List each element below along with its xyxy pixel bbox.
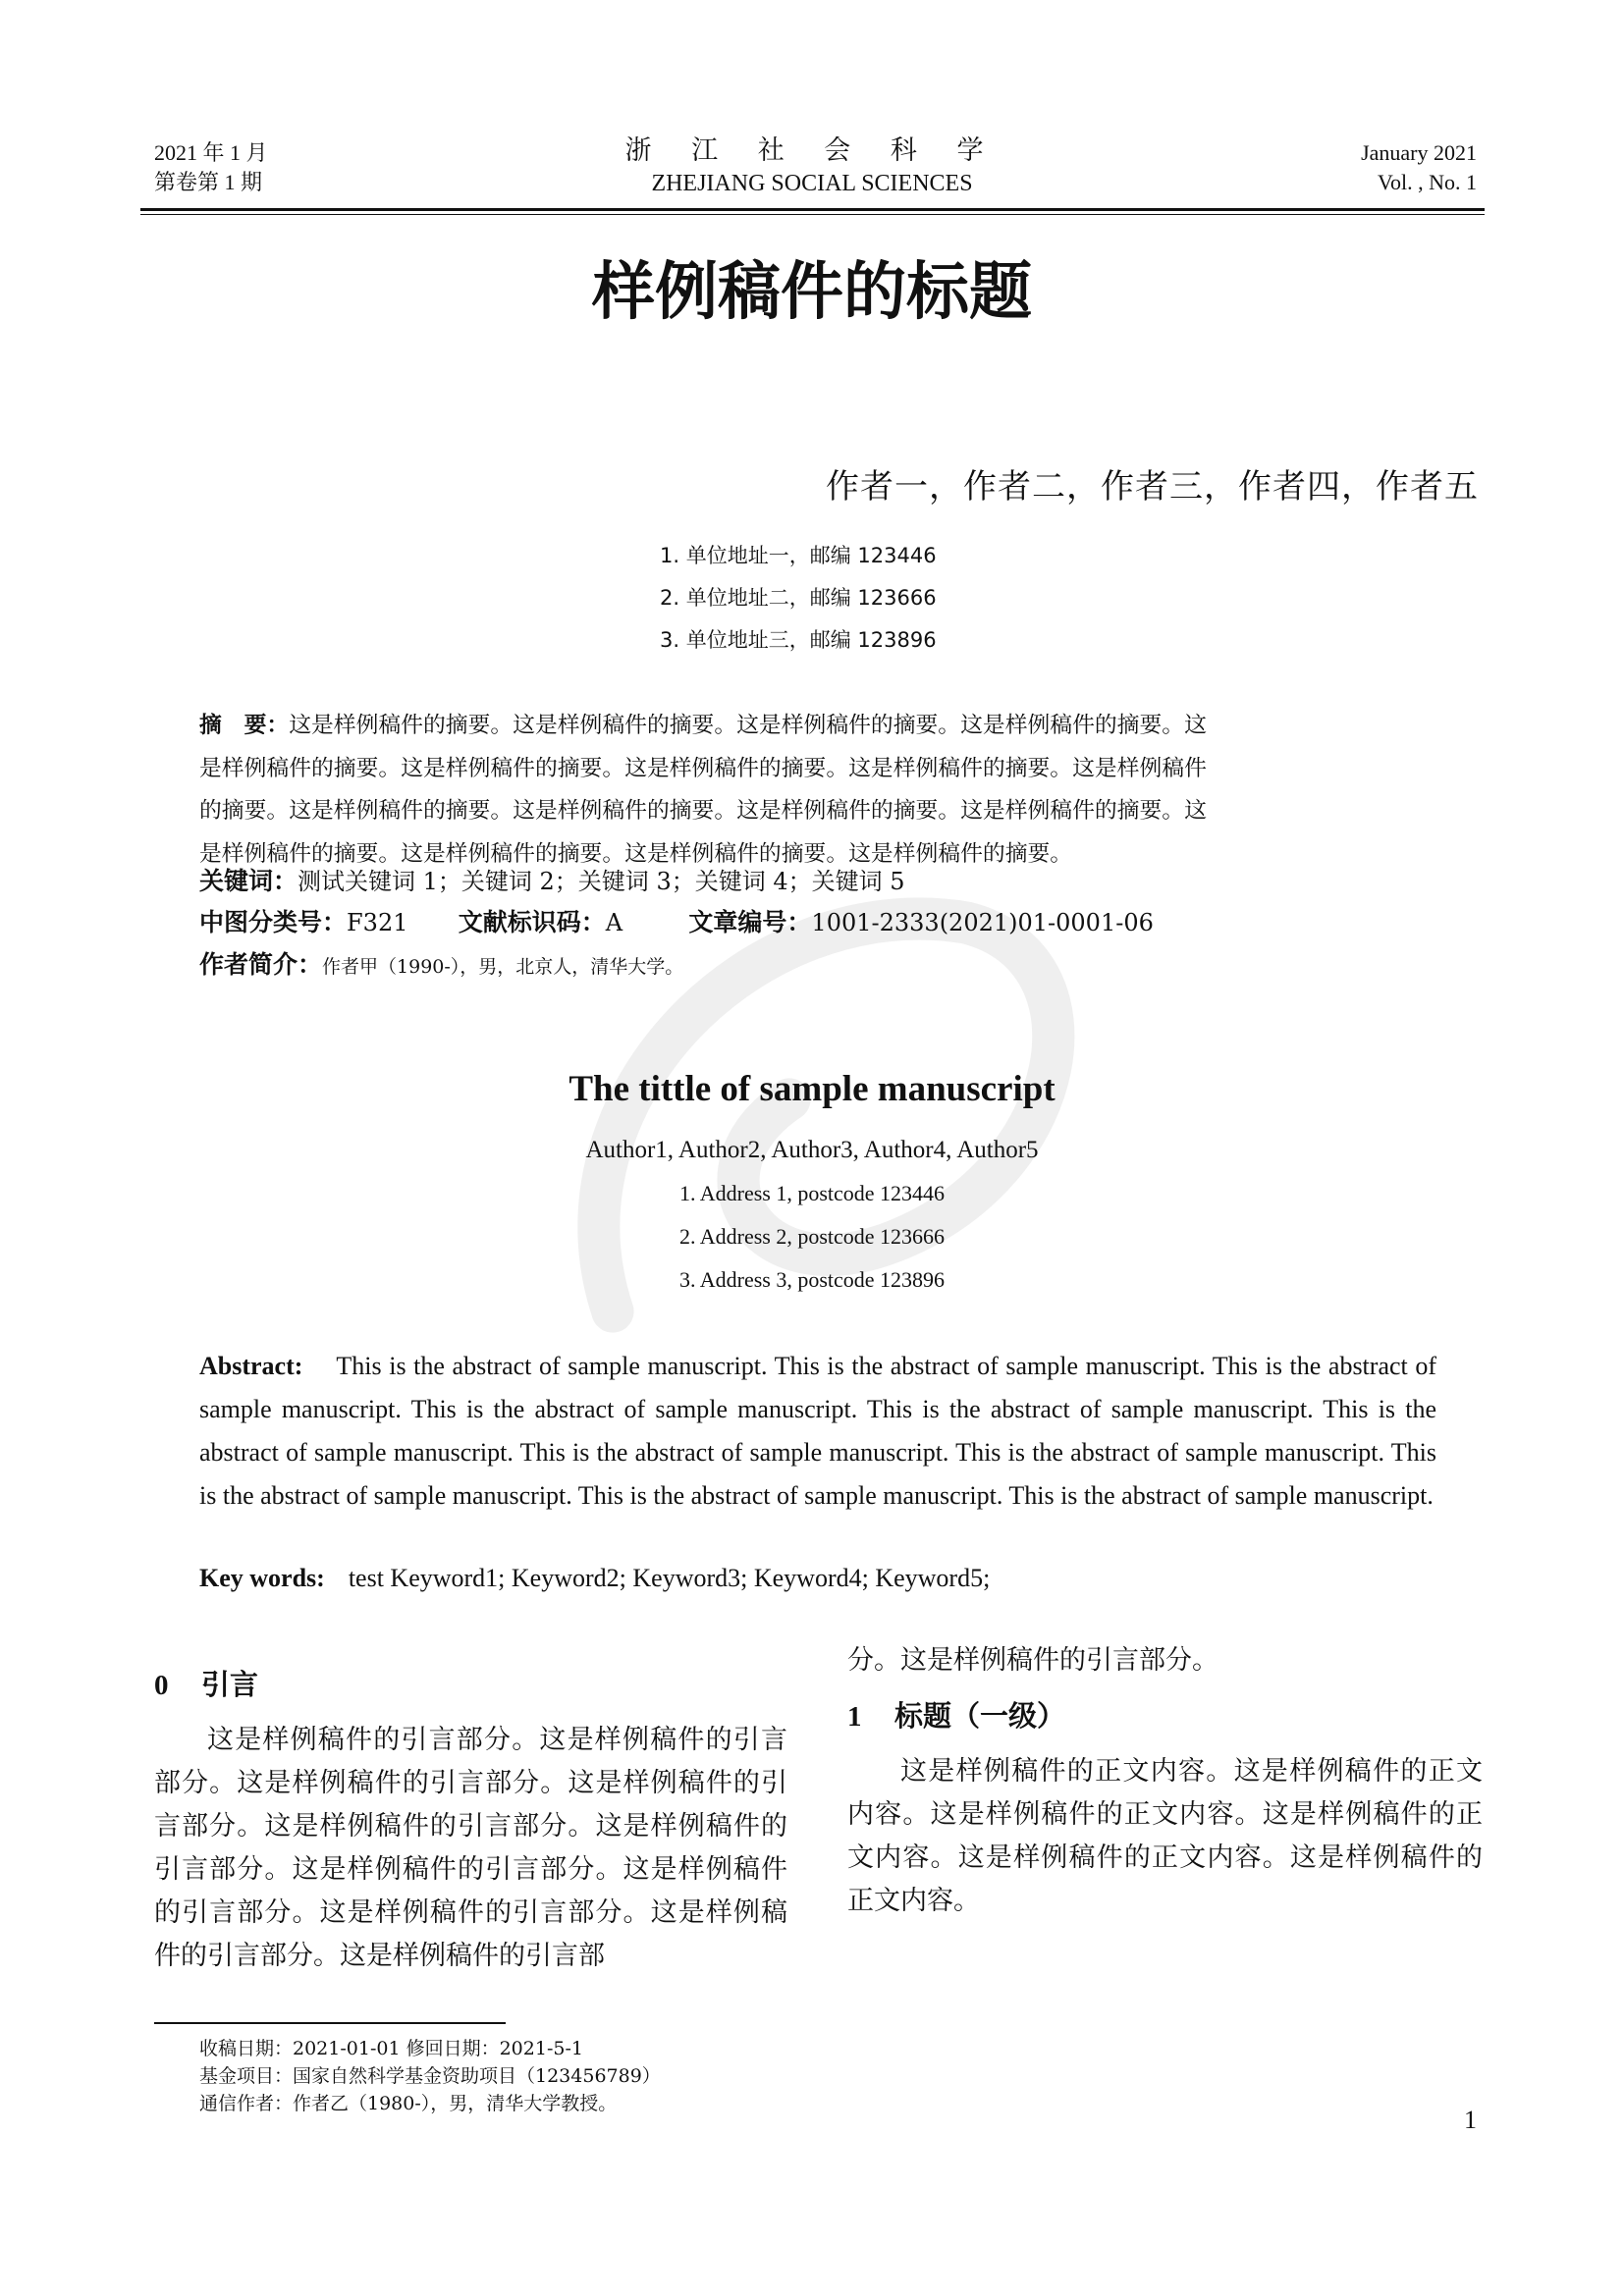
keywords-en <box>199 1561 990 1596</box>
section-1-heading <box>847 1696 1483 1736</box>
address-cn-3: 3. 单位地址三，邮编 123896 <box>660 628 937 652</box>
abstract-cn-label: 摘 要： <box>199 713 290 738</box>
doc-code-value: A <box>605 909 623 936</box>
address-cn-1: 1. 单位地址一，邮编 123446 <box>660 544 937 567</box>
article-number-label: 文章编号： <box>688 908 812 936</box>
section-0 <box>154 1665 787 1978</box>
paper-title-cn: 样例稿件的标题 <box>592 256 1032 329</box>
footnote-received: 收稿日期：2021-01-01 修回日期：2021-5-1 <box>199 2038 583 2059</box>
abstract-cn-line: 是样例稿件的摘要。这是样例稿件的摘要。这是样例稿件的摘要。这是样例稿件的摘要。 <box>199 840 1073 867</box>
author-bio-text: 作者甲（1990-），男，北京人，清华大学。 <box>322 956 684 978</box>
footnote-funding: 基金项目：国家自然科学基金资助项目（123456789） <box>199 2065 661 2087</box>
abstract-en <box>199 1345 1436 1518</box>
footnote-rule <box>154 2022 506 2024</box>
header-date-en: January 2021 <box>1361 140 1477 165</box>
section-0-title: 引言 <box>201 1668 259 1701</box>
right-column <box>847 1639 1483 1923</box>
footnote-correspondence: 通信作者：作者乙（1980-），男，清华大学教授。 <box>199 2093 618 2114</box>
journal-name <box>517 133 1107 198</box>
journal-name-en: ZHEJIANG SOCIAL SCIENCES <box>651 171 973 196</box>
section-1-number: 1 <box>847 1701 862 1733</box>
keywords-cn <box>199 864 905 899</box>
page-number: 1 <box>1464 2106 1477 2134</box>
section-1-body: 这是样例稿件的正文内容。这是样例稿件的正文内容。这是样例稿件的正文内容。这是样例稿件的正文内容。这是样例稿件的正文内容。这是样例稿件的正文内容。 <box>847 1756 1483 1916</box>
header-date-cn: 2021 年 1 月 <box>154 140 268 165</box>
author-bio <box>199 947 683 985</box>
abstract-cn-line: 是样例稿件的摘要。这是样例稿件的摘要。这是样例稿件的摘要。这是样例稿件的摘要。这是样例稿件 <box>199 755 1207 781</box>
abstract-cn-line: 的摘要。这是样例稿件的摘要。这是样例稿件的摘要。这是样例稿件的摘要。这是样例稿件的摘要。这 <box>199 798 1207 824</box>
doc-code-label: 文献标识码： <box>458 908 606 936</box>
header-right <box>1361 138 1477 197</box>
clc-label: 中图分类号： <box>199 908 348 936</box>
header-issue-en: Vol. , No. 1 <box>1377 170 1477 194</box>
header-issue-cn: 第卷第 1 期 <box>154 170 263 194</box>
abstract-cn <box>199 705 1438 876</box>
section-0-body: 这是样例稿件的引言部分。这是样例稿件的引言部分。这是样例稿件的引言部分。这是样例稿件的引言部分。这是样例稿件的引言部分。这是样例稿件的引言部分。这是样例稿件的引言部分。这是样例稿件的引言部分。这是样例稿件的引言部分。这是样例稿件的引言部分。这是样例稿件的引言部 <box>154 1725 787 1971</box>
journal-name-cn: 浙 江 社 会 科 学 <box>624 135 1000 166</box>
keywords-en-text: test Keyword1; Keyword2; Keyword3; Keyword4; Keyword5; <box>348 1564 991 1592</box>
clc-value: F321 <box>347 909 408 936</box>
keywords-cn-text: 测试关键词 1；关键词 2；关键词 3；关键词 4；关键词 5 <box>298 868 905 895</box>
abstract-en-text: This is the abstract of sample manuscript. This is the abstract of sample manuscript. This is the abstract of sample manuscript. This is the abstract of sample manuscript. This is the abstract of sample manuscript. This is the abstract of sample manuscript. This is the abstract of sample manuscript. This is the abstract of sample manuscript. This is the abstract of sample manuscript. This is the abstract of sample manuscript. This is the abstract of sample manuscript. <box>199 1352 1436 1510</box>
header-rule-thin <box>140 214 1485 215</box>
header-left <box>154 138 268 197</box>
author-bio-label: 作者简介： <box>199 950 323 979</box>
article-number-value: 1001-2333(2021)01-0001-06 <box>811 909 1154 936</box>
abstract-cn-line: 摘 要：这是样例稿件的摘要。这是样例稿件的摘要。这是样例稿件的摘要。这是样例稿件的摘要。这 <box>199 713 1207 738</box>
keywords-en-label: Key words: <box>199 1564 325 1592</box>
section-0-continued: 分。这是样例稿件的引言部分。 <box>847 1645 1218 1676</box>
paper-title-en: The tittle of sample manuscript <box>568 1069 1056 1109</box>
abstract-en-label: Abstract: <box>199 1352 303 1380</box>
address-en-1: 1. Address 1, postcode 123446 <box>678 1181 946 1205</box>
address-cn-2: 2. 单位地址二，邮编 123666 <box>660 586 937 610</box>
authors-en: Author1, Author2, Author3, Author4, Author5 <box>585 1137 1039 1163</box>
authors-cn: 作者一，作者二，作者三，作者四，作者五 <box>826 467 1479 507</box>
header-rule-thick <box>140 208 1485 211</box>
address-en-3: 3. Address 3, postcode 123896 <box>678 1267 946 1292</box>
section-0-heading <box>154 1665 787 1705</box>
section-1-title: 标题（一级） <box>894 1699 1066 1733</box>
address-en-2: 2. Address 2, postcode 123666 <box>678 1224 946 1249</box>
section-0-number: 0 <box>154 1670 169 1701</box>
classification-line <box>199 905 1154 940</box>
keywords-cn-label: 关键词： <box>199 867 298 895</box>
